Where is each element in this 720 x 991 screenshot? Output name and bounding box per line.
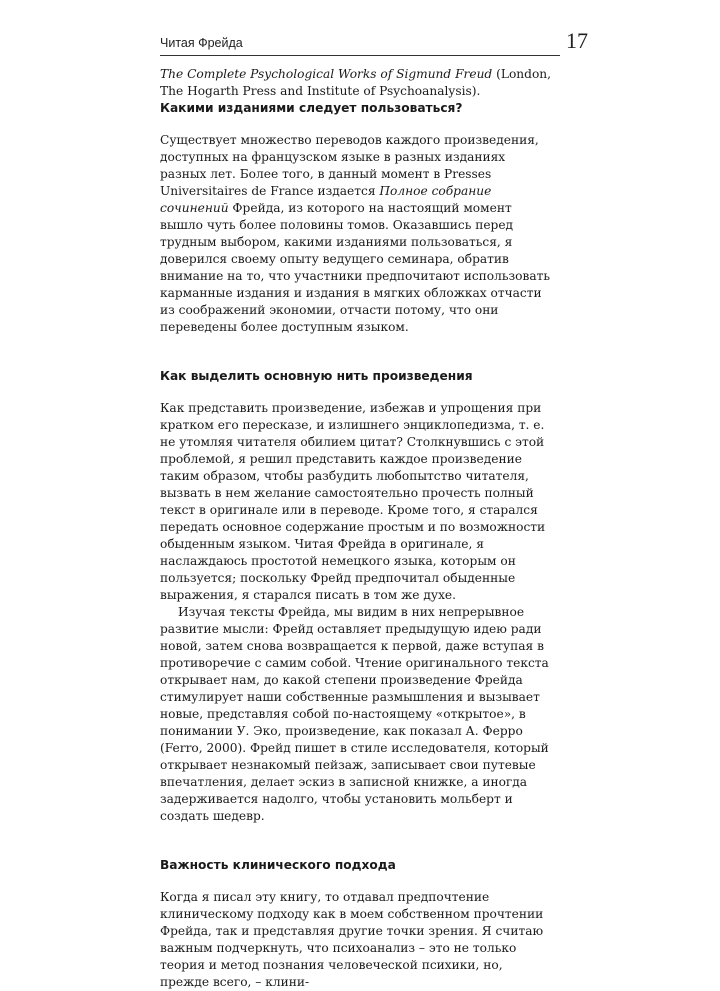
reference-title: The Complete Psychological Works of Sigmund Freud: [160, 67, 493, 81]
section-heading-editions: Какими изданиями следует пользоваться?: [160, 101, 463, 115]
running-head: Читая Фрейда: [160, 36, 243, 50]
reference-publisher: (London, The Hogarth Press and Institute of Psychoanalysis).: [160, 67, 552, 98]
reference-citation: [160, 66, 552, 100]
header-rule: [160, 55, 560, 56]
section-heading-main-thread: Как выделить основную нить произведения: [160, 369, 473, 383]
page-body: [160, 66, 552, 991]
paragraph-main-thread-1: Как представить произведение, избежав и упрощения при кратком его пересказе, и излишнего энциклопедизма, т. е. не утомляя читателя обилием цитат? Столкнувшись с этой проблемой, я решил представить каждое произведение таким образом, чтобы разбудить любопытство читателя, вызвать в нем желание самостоятельно прочесть полный текст в оригинале или в переводе. Кроме того, я старался передать основное содержание простым и по возможности обыденным языком. Читая Фрейда в оригинале, я наслаждаюсь простотой немецкого языка, которым он пользуется; поскольку Фрейд предпочитал обыденные выражения, я старался писать в том же духе.: [160, 401, 546, 602]
paragraph-clinical: Когда я писал эту книгу, то отдавал предпочтение клиническому подходу как в моем собственном прочтении Фрейда, так и представляя другие точки зрения. Я считаю важным подчеркнуть, что психоанализ – это не только теория и метод познания человеческой психики, но, прежде всего, – клини-: [160, 890, 544, 989]
complete-works-title: Полное собрание сочинений: [160, 184, 492, 215]
paragraph-main-thread-2: Изучая тексты Фрейда, мы видим в них непрерывное развитие мысли: Фрейд оставляет предыдущую идею ради новой, затем снова возвращается к первой, даже вступая в противоречие с самим собой. Чтение оригинального текста открывает нам, до какой степени произведение Фрейда стимулирует наши собственные размышления и вызывает новые, представляя собой по-настоящему «открытое», в понимании У. Эко, произведение, как показал А. Ферро (Ferro, 2000). Фрейд пишет в стиле исследователя, который открывает незнакомый пейзаж, записывает свои путевые впечатления, делает эскиз в записной книжке, а иногда задерживается надолго, чтобы установить мольберт и создать шедевр.: [160, 605, 549, 823]
paragraph-text: Существует множество переводов каждого произведения, доступных на французском языке в разных изданиях разных лет. Более того, в данный момент в Presses Universitaires de France издается: [160, 133, 539, 198]
paragraph-text: Фрейда, из которого на настоящий момент вышло чуть более половины томов. Оказавшись перед трудным выбором, какими изданиями пользоваться, я доверился своему опыту ведущего семинара, обратив внимание на то, что участники предпочитают использовать карманные издания и издания в мягких обложках отчасти из соображений экономии, отчасти потому, что они переведены более доступным языком.: [160, 201, 551, 334]
page-number: 17: [566, 28, 588, 53]
paragraph-editions: [160, 132, 552, 336]
section-heading-clinical: Важность клинического подхода: [160, 858, 396, 872]
